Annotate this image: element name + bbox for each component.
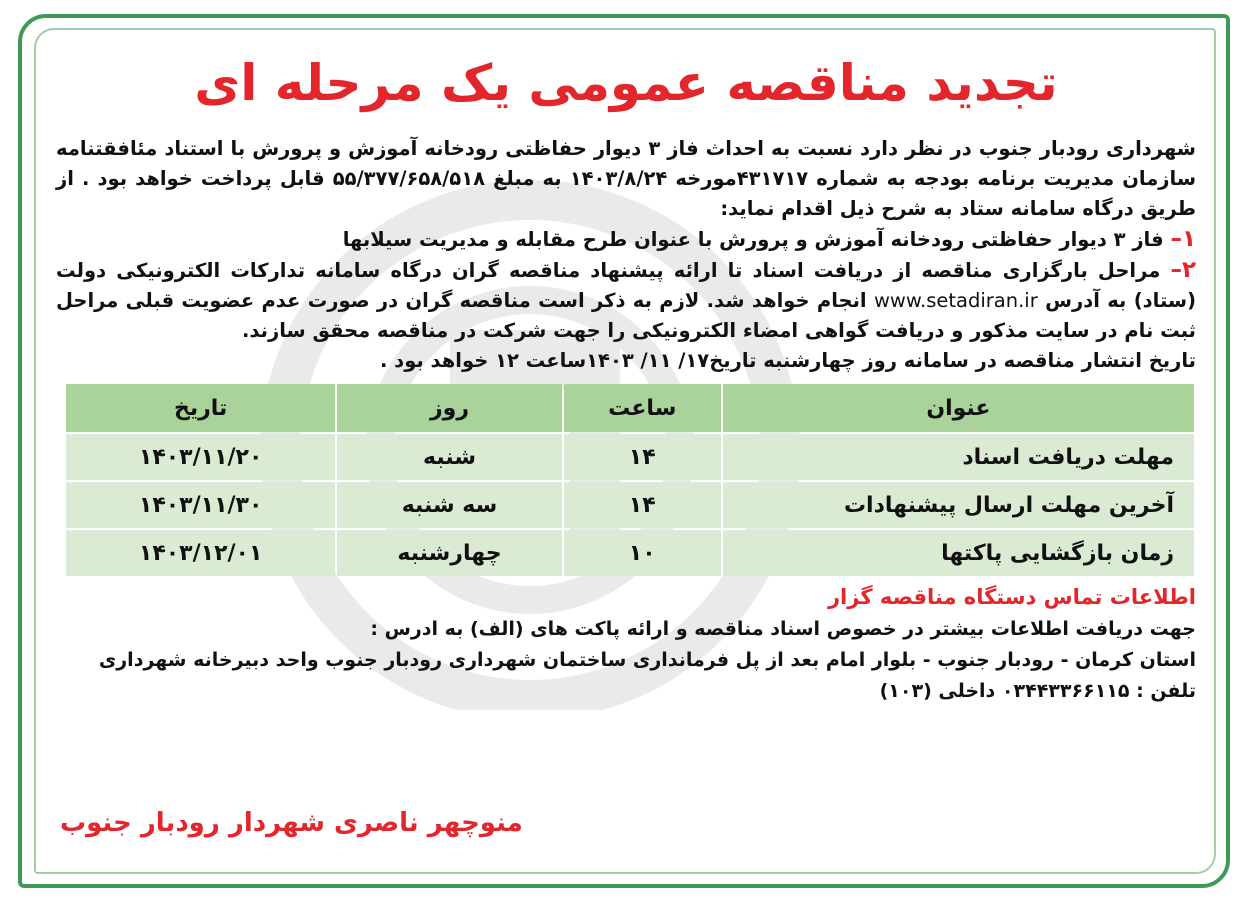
signature: منوچهر ناصری شهردار رودبار جنوب [60, 808, 523, 838]
row-hour: ۱۴ [564, 434, 721, 480]
publish-date-text: تاریخ انتشار مناقصه در سامانه روز چهارشنبه تاریخ۱۷/ ۱۱/ ۱۴۰۳ساعت ۱۲ خواهد بود . [379, 349, 1196, 372]
table-row [66, 530, 1194, 576]
item-2-text-a: مراحل بارگزاری مناقصه از دریافت اسناد تا ارائه پیشنهاد مناقصه گران درگاه سامانه تدارکات الکترونیکی دولت (ستاد) به آدرس [56, 259, 1196, 312]
schedule-table [64, 382, 1196, 578]
contact-address: استان کرمان - رودبار جنوب - بلوار امام بعد از پل فرمانداری ساختمان شهرداری رودبار جنوب واحد دبیرخانه شهرداری تلفن : ۰۳۴۴۳۳۶۶۱۱۵ داخلی (۱۰۳) [98, 649, 1196, 702]
item-1 [56, 224, 1196, 255]
table-row [66, 482, 1194, 528]
row-date: ۱۴۰۳/۱۲/۰۱ [66, 530, 335, 576]
item-2 [56, 255, 1196, 346]
row-title: مهلت دریافت اسناد [723, 434, 1194, 480]
table-header-row [66, 384, 1194, 432]
row-hour: ۱۴ [564, 482, 721, 528]
contact-heading: اطلاعات تماس دستگاه مناقصه گزار [827, 585, 1196, 609]
row-date: ۱۴۰۳/۱۱/۲۰ [66, 434, 335, 480]
row-day: سه شنبه [337, 482, 561, 528]
table-row [66, 434, 1194, 480]
setad-url-link[interactable]: www.setadiran.ir [873, 289, 1038, 312]
row-title: آخرین مهلت ارسال پیشنهادات [723, 482, 1194, 528]
row-hour: ۱۰ [564, 530, 721, 576]
notice-title: تجدید مناقصه عمومی یک مرحله ای [194, 54, 1058, 112]
item-1-number: ۱– [1170, 226, 1196, 252]
header-day: روز [337, 384, 561, 432]
row-day: چهارشنبه [337, 530, 561, 576]
row-title: زمان بازگشایی پاکتها [723, 530, 1194, 576]
item-2-text-b: انجام خواهد شد. لازم به ذکر است مناقصه گران در صورت عدم عضویت قبلی مراحل ثبت نام در سایت مذکور و دریافت گواهی امضاء الکترونیکی را جهت شرکت در مناقصه محقق سازند. [56, 289, 1196, 342]
row-day: شنبه [337, 434, 561, 480]
header-hour: ساعت [564, 384, 721, 432]
header-title: عنوان [723, 384, 1194, 432]
header-date: تاریخ [66, 384, 335, 432]
contact-section [56, 614, 1196, 707]
contact-line-1: جهت دریافت اطلاعات بیشتر در خصوص اسناد مناقصه و ارائه پاکت های (الف) به ادرس : [370, 618, 1196, 640]
intro-paragraph: شهرداری رودبار جنوب در نظر دارد نسبت به احداث فاز ۳ دیوار حفاظتی رودخانه آموزش و پرورش با استناد مئافقتنامه سازمان مدیریت برنامه بودجه به شماره ۴۳۱۷۱۷مورخه ۱۴۰۳/۸/۲۴ به مبلغ ۵۵/۳۷۷/۶۵۸/۵۱۸ قابل پرداخت خواهد بود . از طریق درگاه سامانه ستاد به شرح ذیل اقدام نماید: [56, 137, 1197, 220]
notice-content [56, 40, 1196, 707]
intro-section [56, 134, 1196, 376]
item-1-text: فاز ۳ دیوار حفاظتی رودخانه آموزش و پرورش با عنوان طرح مقابله و مدیریت سیلابها [342, 228, 1164, 251]
row-date: ۱۴۰۳/۱۱/۳۰ [66, 482, 335, 528]
item-2-number: ۲– [1170, 257, 1196, 283]
